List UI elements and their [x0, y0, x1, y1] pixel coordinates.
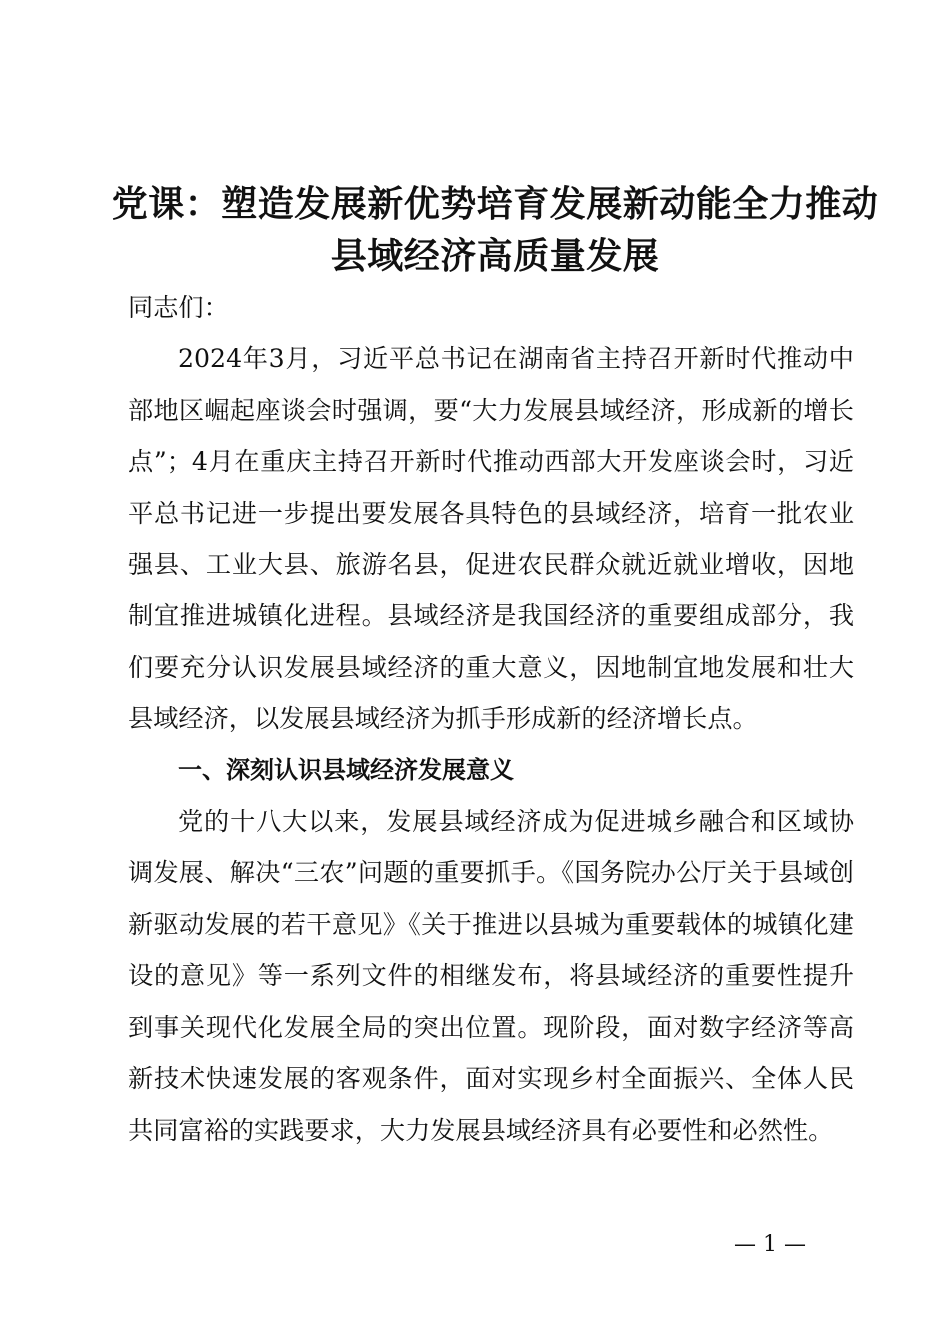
document-title — [95, 178, 895, 282]
paragraph-2: 党的十八大以来，发展县域经济成为促进城乡融合和区域协调发展、解决“三农”问题的重要抓手。《国务院办公厅关于县域创新驱动发展的若干意见》《关于推进以县城为重要载体的城镇化建设的意见》等一系列文件的相继发布，将县域经济的重要性提升到事关现代化发展全局的突出位置。现阶段，面对数字经济等高新技术快速发展的客观条件，面对实现乡村全面振兴、全体人民共同富裕的实践要求，大力发展县域经济具有必要性和必然性。 — [128, 807, 854, 1145]
document-body — [128, 282, 854, 1156]
salutation: 同志们： — [128, 293, 229, 322]
paragraph-1: 2024年3月，习近平总书记在湖南省主持召开新时代推动中部地区崛起座谈会时强调，要“大力发展县域经济，形成新的增长点”；4月在重庆主持召开新时代推动西部大开发座谈会时，习近平总书记进一步提出要发展各具特色的县域经济，培育一批农业强县、工业大县、旅游名县，促进农民群众就近就业增收，因地制宜推进城镇化进程。县域经济是我国经济的重要组成部分，我们要充分认识发展县域经济的重大意义，因地制宜地发展和壮大县域经济，以发展县域经济为抓手形成新的经济增长点。 — [128, 344, 854, 734]
title-line-1: 党课：塑造发展新优势培育发展新动能全力推动 — [111, 183, 879, 225]
section-heading-1: 一、深刻认识县域经济发展意义 — [178, 755, 514, 784]
title-line-2: 县域经济高质量发展 — [330, 235, 660, 277]
page-number: — 1 — — [734, 1232, 806, 1257]
